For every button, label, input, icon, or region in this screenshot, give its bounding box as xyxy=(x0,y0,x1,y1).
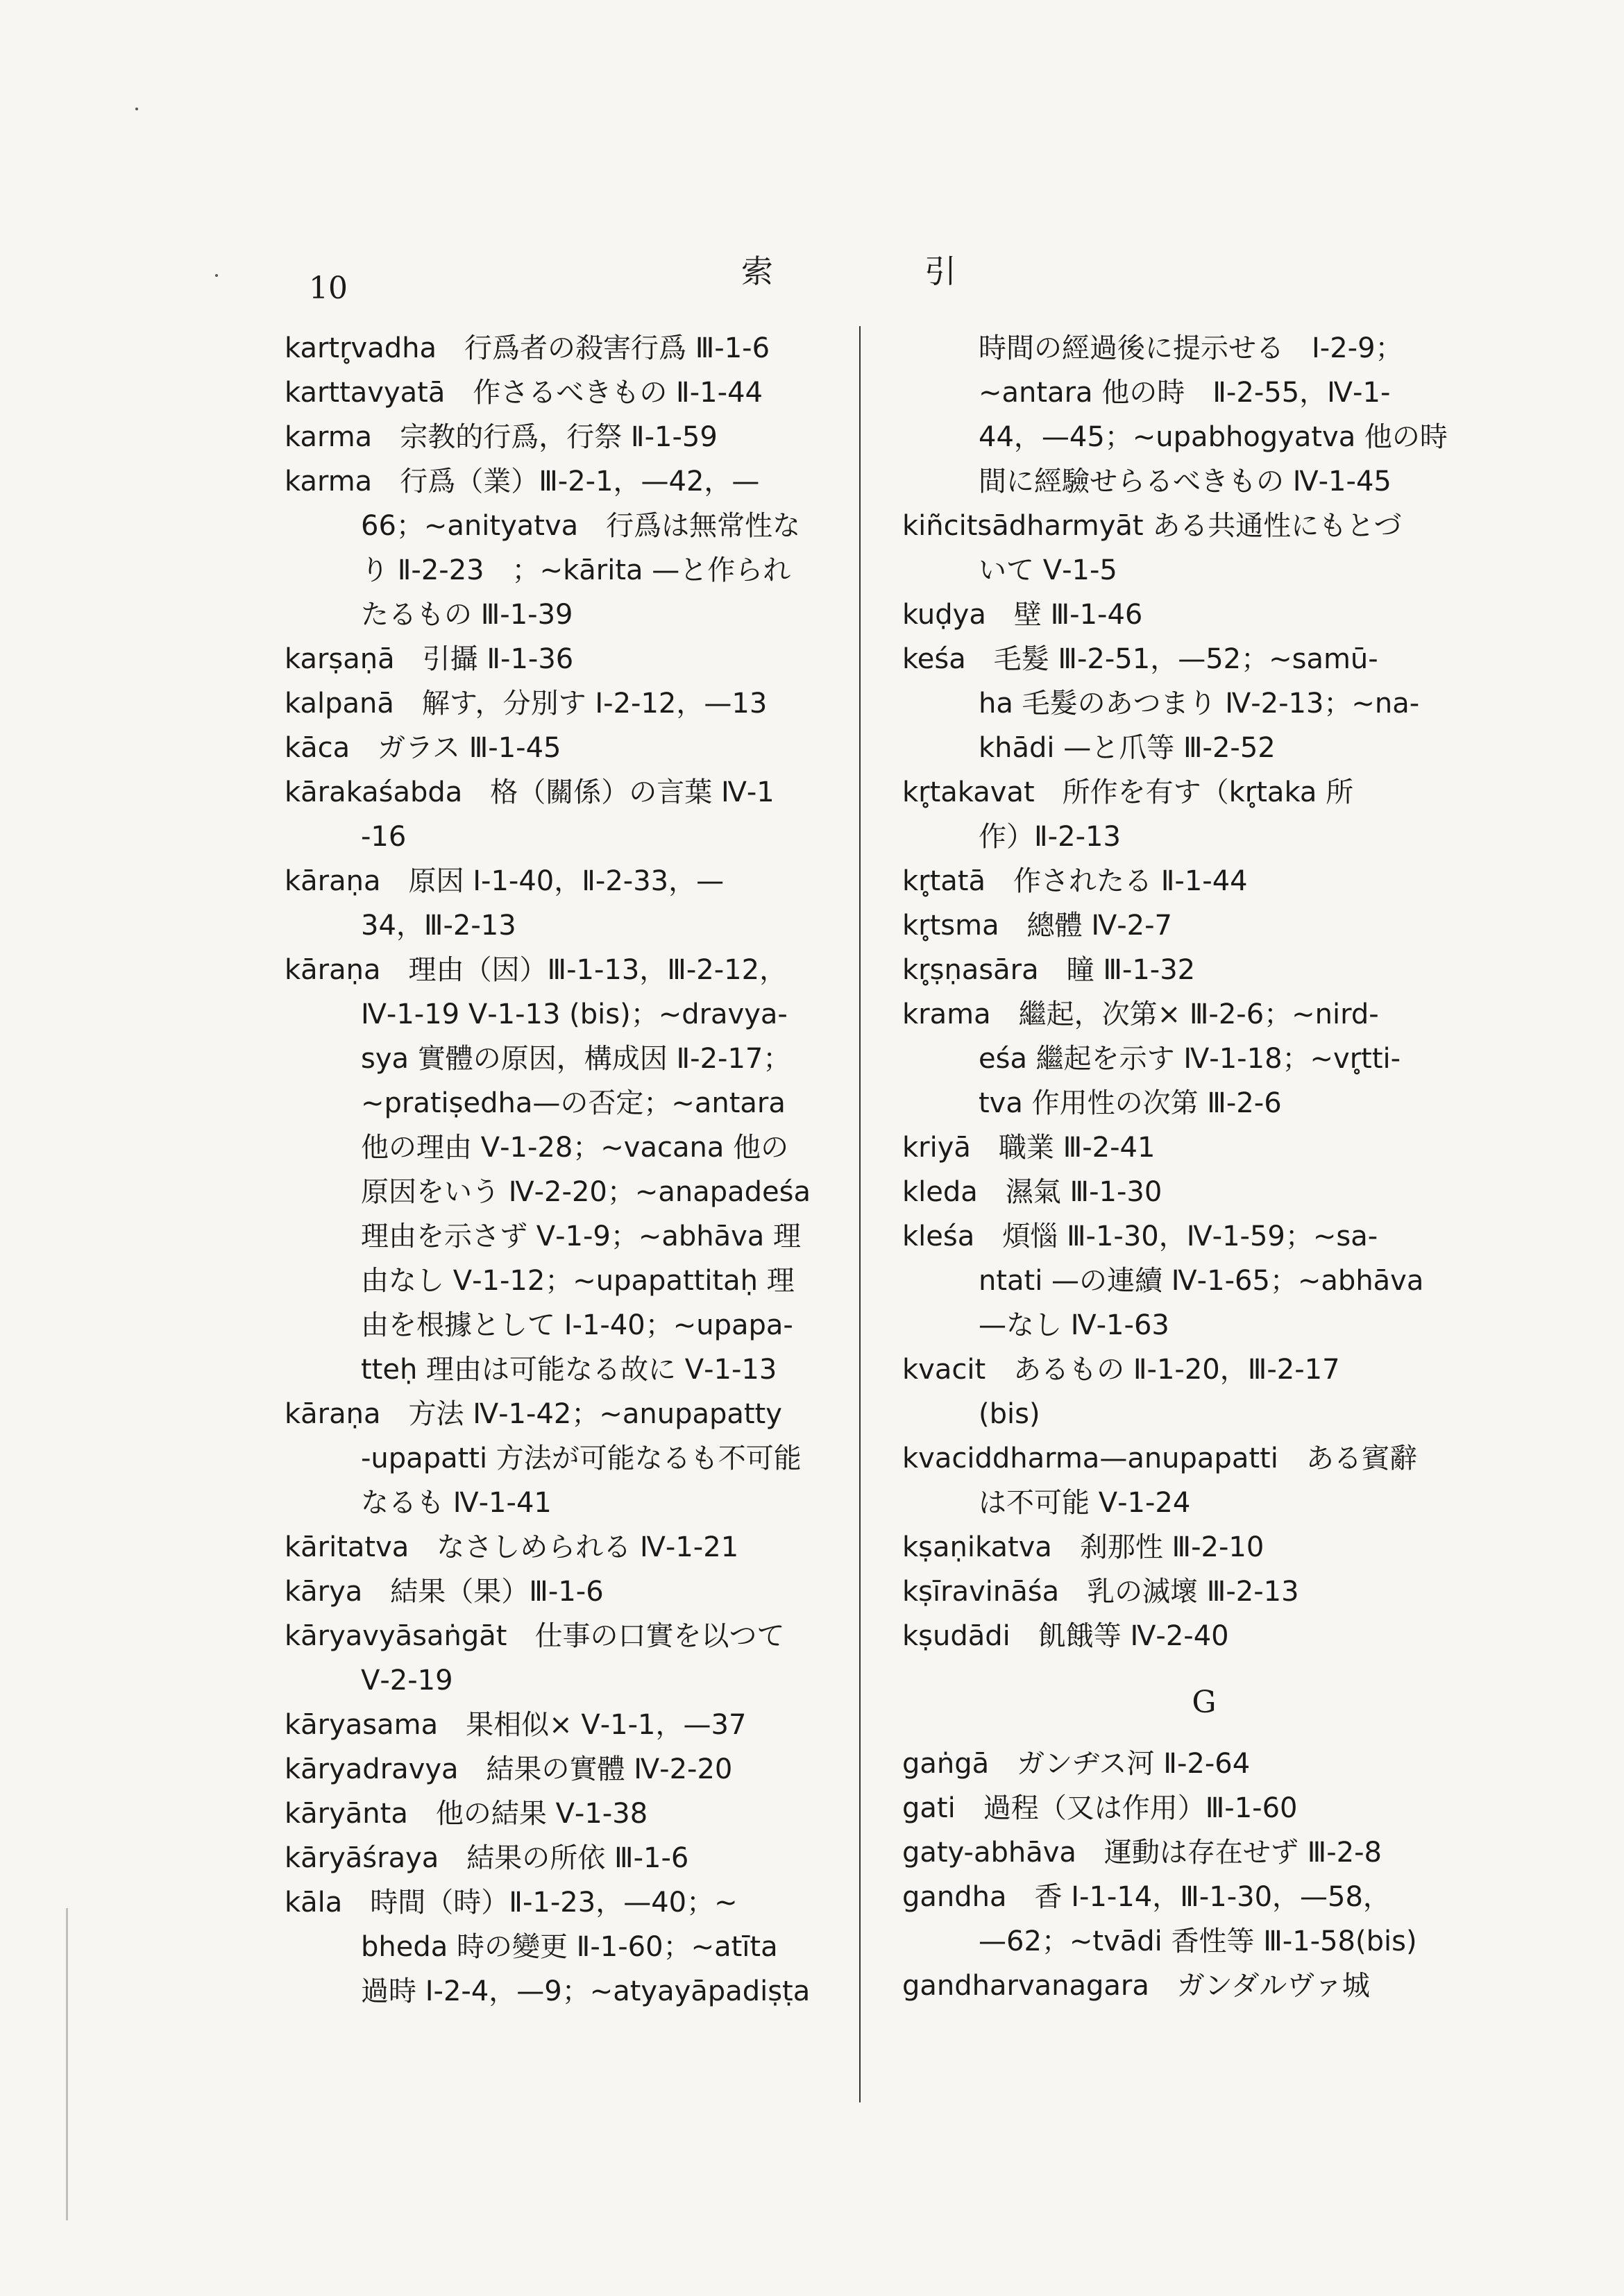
index-entry-headword-line: kalpanā 解す，分別す Ⅰ-2-12，—13 xyxy=(285,688,768,720)
index-entry-continuation-line: り Ⅱ-2-23 ；~kārita —と作られ xyxy=(361,554,791,586)
index-entry xyxy=(902,1436,1506,1525)
index-entry-continuation-line: tteḥ 理由は可能なる故に Ⅴ-1-13 xyxy=(361,1354,777,1386)
index-entry xyxy=(902,1742,1506,1786)
index-entry-headword-line: kuḍya 壁 Ⅲ-1-46 xyxy=(902,599,1143,631)
index-entry xyxy=(285,459,888,637)
index-entry-continuation-line: たるもの Ⅲ-1-39 xyxy=(361,599,573,631)
index-entry-headword-line: kiñcitsādharmyāt ある共通性にもとづ xyxy=(902,510,1402,542)
index-entry xyxy=(285,1703,888,1747)
index-entry xyxy=(902,948,1506,992)
index-entry-headword-line: keśa 毛髮 Ⅲ-2-51，—52；~samū- xyxy=(902,643,1378,675)
index-entry xyxy=(902,1170,1506,1214)
index-entry-continuation-line: Ⅴ-2-19 xyxy=(361,1665,453,1697)
index-entry xyxy=(285,1570,888,1614)
index-entry-continuation-line: 原因をいう Ⅳ-2-20；~anapadeśa xyxy=(361,1176,811,1208)
index-entry-continuation-line: 44，—45；~upabhogyatva 他の時 xyxy=(979,421,1448,453)
index-entry-continuation-line: 66；~anityatva 行爲は無常性な xyxy=(361,510,801,542)
index-entry-continuation-line: khādi —と爪等 Ⅲ-2-52 xyxy=(979,732,1276,764)
index-entry-headword-line: kvacit あるもの Ⅱ-1-20，Ⅲ-2-17 xyxy=(902,1354,1340,1386)
index-entry-continuation-line: ~antara 他の時 Ⅱ-2-55，Ⅳ-1- xyxy=(979,377,1391,409)
index-entry-headword-line: kartr̥vadha 行爲者の殺害行爲 Ⅲ-1-6 xyxy=(285,332,770,364)
index-entry-continuation-line: は不可能 Ⅴ-1-24 xyxy=(979,1487,1191,1519)
index-entry xyxy=(902,637,1506,770)
index-entry-headword-line: kāryasama 果相似× Ⅴ-1-1，—37 xyxy=(285,1709,747,1741)
index-entry-headword-line: kārakaśabda 格（關係）の言葉 Ⅳ-1 xyxy=(285,776,775,808)
index-entry-headword-line: kṣudādi 飢餓等 Ⅳ-2-40 xyxy=(902,1620,1229,1652)
index-entry xyxy=(285,859,888,948)
index-entry-headword-line: kāraṇa 原因 Ⅰ-1-40，Ⅱ-2-33，— xyxy=(285,865,725,897)
header-title-right: 引 xyxy=(924,253,956,290)
index-entry-headword-line: gaty-abhāva 運動は存在せず Ⅲ-2-8 xyxy=(902,1837,1382,1869)
index-entry xyxy=(285,371,888,415)
scan-speck xyxy=(215,274,218,277)
index-entry xyxy=(902,1614,1506,1658)
index-entry-headword-line: kr̥ṣṇasāra 瞳 Ⅲ-1-32 xyxy=(902,954,1196,986)
index-entry xyxy=(285,770,888,859)
index-entry-continuation-line: 由なし Ⅴ-1-12；~upapattitaḥ 理 xyxy=(361,1265,795,1297)
index-entry xyxy=(902,1525,1506,1570)
scan-speck xyxy=(135,108,138,110)
index-entry-headword-line: kleśa 煩惱 Ⅲ-1-30，Ⅳ-1-59；~sa- xyxy=(902,1221,1378,1252)
index-entry xyxy=(902,1347,1506,1436)
right-column-g-entries xyxy=(902,1742,1506,2008)
column-divider xyxy=(859,326,861,2102)
index-entry-headword-line: kr̥tatā 作されたる Ⅱ-1-44 xyxy=(902,865,1248,897)
right-column xyxy=(902,326,1506,2008)
index-entry-continuation-line: 34，Ⅲ-2-13 xyxy=(361,910,516,942)
index-entry xyxy=(285,681,888,726)
index-entry-continuation-line: 作）Ⅱ-2-13 xyxy=(979,821,1121,853)
index-entry-headword-line: kr̥takavat 所作を有す（kr̥taka 所 xyxy=(902,776,1354,808)
index-entry xyxy=(902,770,1506,859)
index-entry-headword-line: karma 行爲（業）Ⅲ-2-1，—42，— xyxy=(285,466,760,498)
index-entry-continuation-line: sya 實體の原因，構成因 Ⅱ-2-17； xyxy=(361,1043,791,1075)
index-entry-headword-line: kāraṇa 方法 Ⅳ-1-42；~anupapatty xyxy=(285,1398,782,1430)
index-entry-continuation-line: (bis) xyxy=(979,1398,1040,1430)
header-title-left: 索 xyxy=(741,253,773,290)
index-entry-headword-line: kāritatva なさしめられる Ⅳ-1-21 xyxy=(285,1531,739,1563)
index-entry xyxy=(285,726,888,770)
index-entry xyxy=(902,903,1506,948)
index-entry-headword-line: kāryāśraya 結果の所依 Ⅲ-1-6 xyxy=(285,1842,689,1874)
index-entry-continuation-line: 過時 Ⅰ-2-4，—9；~atyayāpadiṣṭa xyxy=(361,1975,811,2007)
index-entry-headword-line: 時間の經過後に提示せる Ⅰ-2-9； xyxy=(979,332,1403,364)
index-entry-continuation-line: 他の理由 Ⅴ-1-28；~vacana 他の xyxy=(361,1132,789,1164)
index-entry-continuation-line: —なし Ⅳ-1-63 xyxy=(979,1309,1169,1341)
index-entry-headword-line: kāryavyāsaṅgāt 仕事の口實を以つて xyxy=(285,1620,785,1652)
index-entry-headword-line: kvaciddharma—anupapatti ある賓辭 xyxy=(902,1443,1417,1474)
index-entry-headword-line: kr̥tsma 總體 Ⅳ-2-7 xyxy=(902,910,1173,942)
index-entry xyxy=(285,1792,888,1836)
index-entry xyxy=(902,1830,1506,1875)
index-entry xyxy=(902,1875,1506,1964)
scan-edge-mark xyxy=(66,1908,68,2220)
page-number: 10 xyxy=(309,271,348,306)
index-entry-continuation-line: ntati —の連續 Ⅳ-1-65；~abhāva xyxy=(979,1265,1424,1297)
index-entry-headword-line: krama 繼起，次第× Ⅲ-2-6；~nird- xyxy=(902,998,1379,1030)
index-entry-headword-line: kleda 濕氣 Ⅲ-1-30 xyxy=(902,1176,1162,1208)
index-entry-continuation-line: bheda 時の變更 Ⅱ-1-60；~atīta xyxy=(361,1931,778,1963)
index-entry xyxy=(902,326,1506,504)
index-entry-continuation-line: 由を根據として Ⅰ-1-40；~upapa- xyxy=(361,1309,793,1341)
index-entry-continuation-line: ha 毛髮のあつまり Ⅳ-2-13；~na- xyxy=(979,688,1420,720)
index-entry-continuation-line: なるも Ⅳ-1-41 xyxy=(361,1487,552,1519)
index-entry xyxy=(902,992,1506,1125)
index-entry-continuation-line: -upapatti 方法が可能なるも不可能 xyxy=(361,1443,802,1474)
index-entry-continuation-line: 間に經驗せらるべきもの Ⅳ-1-45 xyxy=(979,466,1392,498)
index-entry-continuation-line: 理由を示さず Ⅴ-1-9；~abhāva 理 xyxy=(361,1221,802,1252)
index-entry-continuation-line: ~pratiṣedha—の否定；~antara xyxy=(361,1087,786,1119)
index-entry-headword-line: kṣīravināśa 乳の滅壞 Ⅲ-2-13 xyxy=(902,1576,1299,1608)
index-entry xyxy=(285,948,888,1392)
index-entry-headword-line: kṣaṇikatva 刹那性 Ⅲ-2-10 xyxy=(902,1531,1264,1563)
index-entry-headword-line: karttavyatā 作さるべきもの Ⅱ-1-44 xyxy=(285,377,763,409)
section-letter: G xyxy=(1192,1685,1217,1720)
index-entry xyxy=(902,1964,1506,2008)
index-entry-headword-line: gandharvanagara ガンダルヴァ城 xyxy=(902,1970,1370,2002)
index-entry-continuation-line: -16 xyxy=(361,821,407,853)
index-entry-headword-line: kāca ガラス Ⅲ-1-45 xyxy=(285,732,561,764)
index-entry-headword-line: kriyā 職業 Ⅲ-2-41 xyxy=(902,1132,1156,1164)
index-entry-headword-line: gandha 香 Ⅰ-1-14，Ⅲ-1-30，—58， xyxy=(902,1881,1391,1913)
index-entry-headword-line: kāryānta 他の結果 Ⅴ-1-38 xyxy=(285,1798,648,1830)
index-entry xyxy=(902,859,1506,903)
index-entry-continuation-line: Ⅳ-1-19 Ⅴ-1-13 (bis)；~dravya- xyxy=(361,998,788,1030)
index-entry-continuation-line: いて Ⅴ-1-5 xyxy=(979,554,1117,586)
index-entry-continuation-line: —62；~tvādi 香性等 Ⅲ-1-58(bis) xyxy=(979,1925,1417,1957)
index-entry xyxy=(285,1747,888,1792)
index-entry xyxy=(285,1525,888,1570)
index-entry xyxy=(285,1614,888,1703)
index-entry xyxy=(902,1786,1506,1830)
index-entry-headword-line: karṣaṇā 引攝 Ⅱ-1-36 xyxy=(285,643,574,675)
index-entry xyxy=(285,326,888,371)
index-entry xyxy=(902,1214,1506,1347)
index-entry xyxy=(902,593,1506,637)
index-entry-headword-line: kāraṇa 理由（因）Ⅲ-1-13，Ⅲ-2-12， xyxy=(285,954,788,986)
index-entry-headword-line: karma 宗教的行爲，行祭 Ⅱ-1-59 xyxy=(285,421,718,453)
index-entry-headword-line: kāla 時間（時）Ⅱ-1-23，—40；~ xyxy=(285,1887,738,1919)
index-entry-headword-line: gati 過程（又は作用）Ⅲ-1-60 xyxy=(902,1792,1298,1824)
right-column-k-entries xyxy=(902,326,1506,1658)
index-entry-continuation-line: eśa 繼起を示す Ⅳ-1-18；~vr̥tti- xyxy=(979,1043,1401,1075)
index-entry-continuation-line: tva 作用性の次第 Ⅲ-2-6 xyxy=(979,1087,1282,1119)
index-entry xyxy=(285,1836,888,1880)
index-entry xyxy=(285,637,888,681)
index-entry xyxy=(902,1570,1506,1614)
index-entry-headword-line: kāryadravya 結果の實體 Ⅳ-2-20 xyxy=(285,1753,733,1785)
index-entry-headword-line: kārya 結果（果）Ⅲ-1-6 xyxy=(285,1576,604,1608)
index-entry xyxy=(285,1880,888,2014)
index-entry xyxy=(285,1392,888,1525)
index-entry-headword-line: gaṅgā ガンヂス河 Ⅱ-2-64 xyxy=(902,1748,1251,1780)
index-entry xyxy=(902,1125,1506,1170)
left-column xyxy=(285,326,888,2014)
index-entry xyxy=(902,504,1506,593)
index-entry xyxy=(285,415,888,459)
